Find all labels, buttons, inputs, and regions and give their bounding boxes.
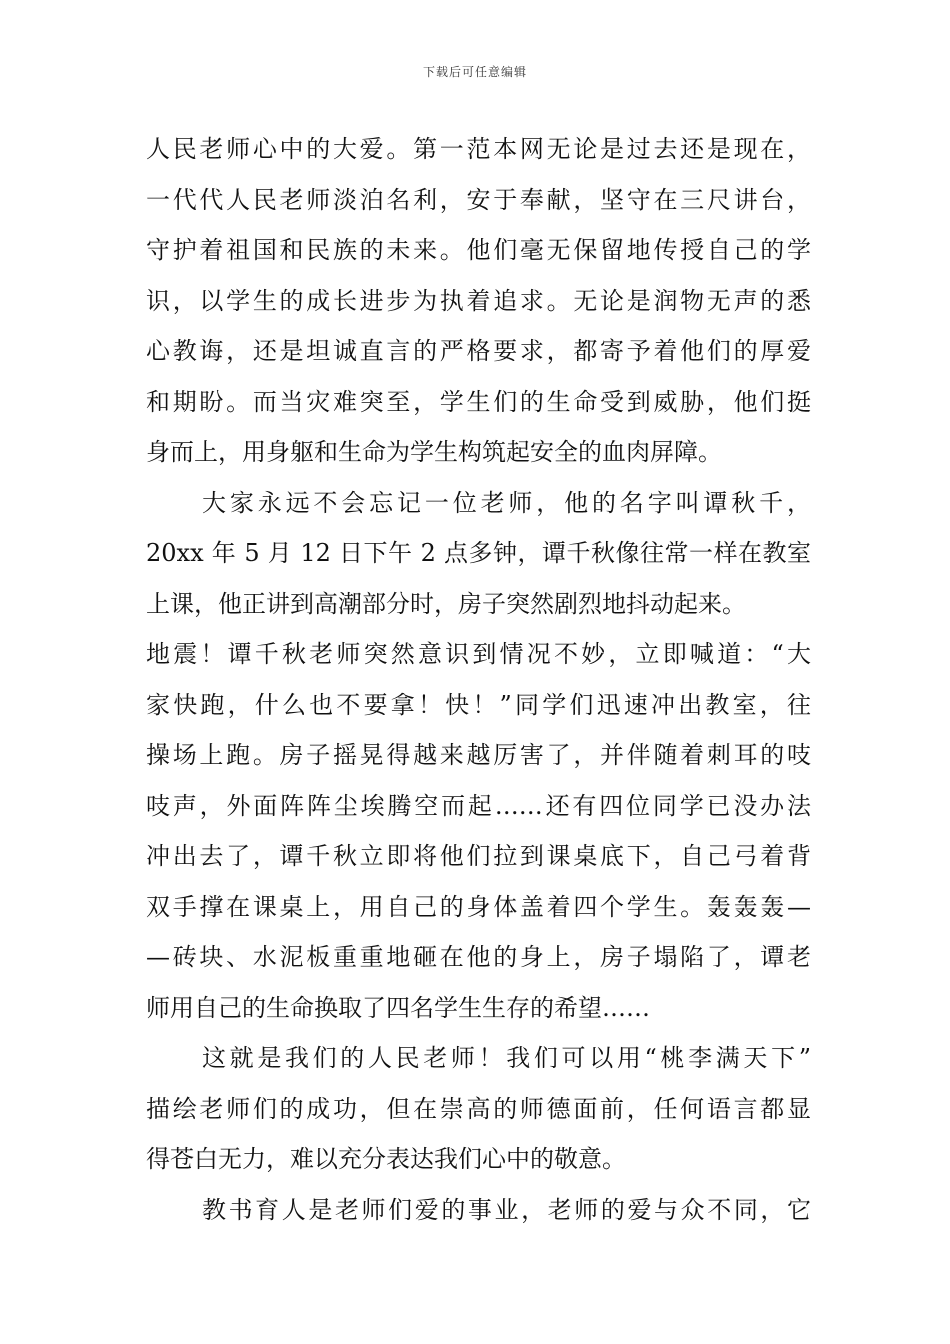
text-line: 识，以学生的成长进步为执着追求。无论是润物无声的悉	[146, 286, 811, 315]
text-line: 身而上，用身躯和生命为学生构筑起安全的血肉屏障。	[146, 438, 722, 466]
text-line: 家快跑，什么也不要拿！快！”同学们迅速冲出教室，往	[146, 690, 811, 719]
page-header: 下载后可任意编辑	[422, 65, 527, 79]
text-line: 人民老师心中的大爱。第一范本网无论是过去还是现在，	[146, 135, 811, 163]
text-line: 地震！谭千秋老师突然意识到情况不妙，立即喊道：“大	[146, 640, 811, 668]
text-line: 这就是我们的人民老师！我们可以用“桃李满天下”	[202, 1044, 811, 1072]
text-line: 大家永远不会忘记一位老师，他的名字叫谭秋千，	[202, 488, 811, 517]
text-line: 冲出去了，谭千秋立即将他们拉到课桌底下，自己弓着背	[146, 842, 811, 870]
text-line: 师用自己的生命换取了四名学生生存的希望……	[146, 993, 650, 1022]
text-line: 守护着祖国和民族的未来。他们毫无保留地传授自己的学	[146, 236, 811, 264]
text-line: 描绘老师们的成功，但在崇高的师德面前，任何语言都显	[146, 1094, 811, 1123]
text-line: 20xx 年 5 月 12 日下午 2 点多钟，谭千秋像往常一样在教室	[146, 539, 811, 567]
text-line: —砖块、水泥板重重地砸在他的身上，房子塌陷了，谭老	[146, 943, 811, 971]
text-line: 教书育人是老师们爱的事业，老师的爱与众不同，它	[202, 1195, 811, 1224]
text-line: 和期盼。而当灾难突至，学生们的生命受到威胁，他们挺	[146, 387, 811, 416]
text-line: 操场上跑。房子摇晃得越来越厉害了，并伴随着刺耳的吱	[146, 741, 811, 769]
text-line: 一代代人民老师淡泊名利，安于奉献，坚守在三尺讲台，	[146, 185, 811, 214]
text-line: 得苍白无力，难以充分表达我们心中的敬意。	[146, 1145, 626, 1173]
document-body	[146, 124, 811, 1235]
text-line: 吱声，外面阵阵尘埃腾空而起……还有四位同学已没办法	[146, 791, 811, 820]
text-line: 双手撑在课桌上，用自己的身体盖着四个学生。轰轰轰—	[146, 892, 811, 921]
text-line: 心教诲，还是坦诚直言的严格要求，都寄予着他们的厚爱	[146, 337, 811, 365]
text-line: 上课，他正讲到高潮部分时，房子突然剧烈地抖动起来。	[146, 589, 746, 618]
